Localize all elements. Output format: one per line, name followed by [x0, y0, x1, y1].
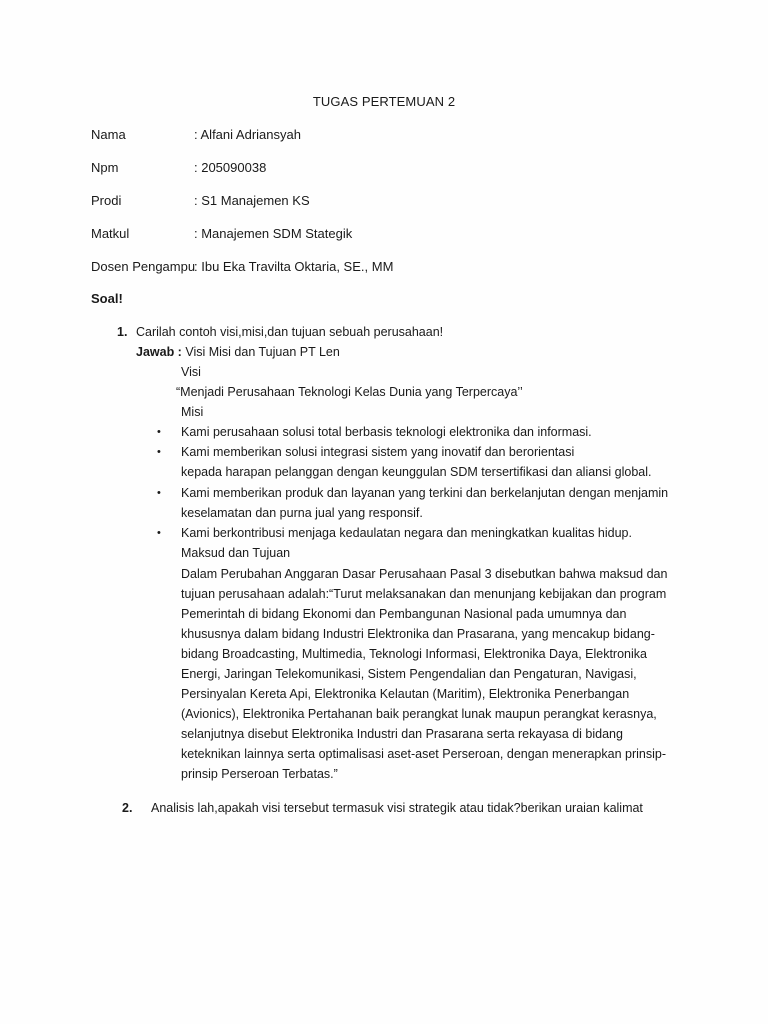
jawab-label: Jawab : [136, 345, 182, 359]
info-row-npm [91, 160, 266, 176]
info-row-nama [91, 127, 301, 143]
info-label: Nama [91, 127, 126, 142]
info-label: Matkul [91, 226, 130, 241]
misi-item: Kami memberikan solusi integrasi sistem yang inovatif dan berorientasi [181, 445, 575, 459]
misi-item: Kami perusahaan solusi total berbasis teknologi elektronika dan informasi. [181, 425, 592, 439]
bullet-icon: • [157, 426, 161, 438]
info-row-matkul [91, 226, 352, 242]
bullet-icon: • [157, 487, 161, 499]
visi-label: Visi [181, 365, 201, 379]
question-text: Analisis lah,apakah visi tersebut termasuk visi strategik atau tidak?berikan uraian kalimat [151, 801, 643, 815]
misi-label: Misi [181, 405, 204, 419]
info-value: : Alfani Adriansyah [194, 127, 301, 142]
paragraph-line: tujuan perusahaan adalah:“Turut melaksanakan dan menunjang kebijakan dan program [181, 587, 667, 601]
info-label: Npm [91, 160, 119, 175]
maksud-label: Maksud dan Tujuan [181, 546, 291, 560]
soal-heading: Soal! [91, 291, 123, 306]
info-value: : Manajemen SDM Stategik [194, 226, 353, 241]
info-label: Dosen Pengampu [91, 259, 196, 274]
question-number: 1. [117, 325, 128, 339]
paragraph-line: keteknikan lainnya serta optimalisasi aset-aset Perseroan, dengan menerapkan prinsip- [181, 747, 666, 761]
answer-line [136, 342, 340, 362]
maksud-paragraph [181, 564, 681, 784]
misi-item: Kami memberikan produk dan layanan yang terkini dan berkelanjutan dengan menjamin [181, 486, 669, 500]
question-number: 2. [122, 801, 133, 815]
paragraph-line: (Avionics), Elektronika Pertahanan baik perangkat lunak maupun perangkat kerasnya, [181, 707, 657, 721]
visi-text: “Menjadi Perusahaan Teknologi Kelas Dunia yang Terpercaya’’ [176, 385, 523, 399]
info-label: Prodi [91, 193, 122, 208]
paragraph-line: prinsip Perseroan Terbatas.” [181, 767, 338, 781]
question-text: Carilah contoh visi,misi,dan tujuan sebuah perusahaan! [136, 325, 444, 339]
bullet-icon: • [157, 527, 161, 539]
misi-item-continued: kepada harapan pelanggan dengan keunggulan SDM tersertifikasi dan aliansi global. [181, 465, 652, 479]
paragraph-line: bidang Broadcasting, Multimedia, Teknologi Informasi, Elektronika Daya, Elektronika [181, 647, 647, 661]
paragraph-line: Persinyalan Kereta Api, Elektronika Kelautan (Maritim), Elektronika Penerbangan [181, 687, 630, 701]
paragraph-line: selanjutnya disebut Elektronika Industri dan Prasarana serta rekayasa di bidang [181, 727, 623, 741]
bullet-icon: • [157, 446, 161, 458]
paragraph-line: Pemerintah di bidang Ekonomi dan Pembangunan Nasional pada umumnya dan [181, 607, 627, 621]
info-row-prodi [91, 193, 310, 209]
jawab-text: Visi Misi dan Tujuan PT Len [181, 345, 340, 359]
document-title: TUGAS PERTEMUAN 2 [312, 94, 456, 109]
misi-item-continued: keselamatan dan purna jual yang responsif. [181, 506, 423, 520]
info-value: : Ibu Eka Travilta Oktaria, SE., MM [194, 259, 394, 274]
paragraph-line: Dalam Perubahan Anggaran Dasar Perusahaan Pasal 3 disebutkan bahwa maksud dan [181, 567, 668, 581]
info-value: : S1 Manajemen KS [194, 193, 310, 208]
info-value: : 205090038 [194, 160, 267, 175]
misi-item: Kami berkontribusi menjaga kedaulatan negara dan meningkatkan kualitas hidup. [181, 526, 632, 540]
info-row-dosen [91, 259, 393, 275]
paragraph-line: khususnya dalam bidang Industri Elektronika dan Prasarana, yang mencakup bidang- [181, 627, 655, 641]
paragraph-line: Energi, Jaringan Telekomunikasi, Sistem Pengendalian dan Pengaturan, Navigasi, [181, 667, 637, 681]
